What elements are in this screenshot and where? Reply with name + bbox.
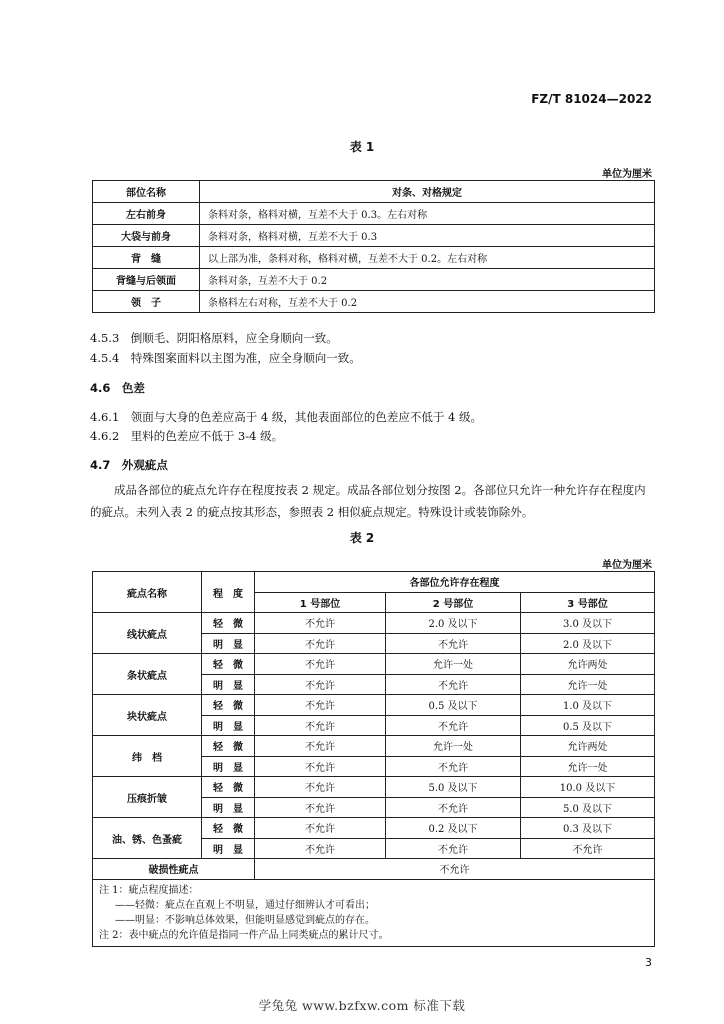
value-cell: 不允许 (255, 695, 386, 716)
degree-obvious: 明 显 (202, 797, 255, 818)
table2-unit: 单位为厘米 (602, 560, 652, 571)
defect-name: 线状疵点 (93, 613, 202, 654)
value-cell: 允许两处 (521, 736, 655, 757)
degree-obvious: 明 显 (202, 633, 255, 654)
table2-notes (93, 879, 655, 946)
value-cell: 5.0 及以下 (386, 777, 521, 798)
degree-obvious: 明 显 (202, 674, 255, 695)
value-cell: 允许一处 (386, 736, 521, 757)
value-cell: 1.0 及以下 (521, 695, 655, 716)
table-row (93, 777, 655, 798)
value-cell: 不允许 (255, 674, 386, 695)
table2-col-group: 各部位允许存在程度 (255, 572, 655, 593)
degree-light: 轻 微 (202, 818, 255, 839)
note-line: ——轻微：疵点在直观上不明显，通过仔细辨认才可看出； (115, 899, 375, 911)
value-cell: 不允许 (386, 797, 521, 818)
table2-caption: 表 2 (349, 531, 375, 545)
value-cell: 不允许 (255, 797, 386, 818)
value-cell: 不允许 (386, 633, 521, 654)
table-row (93, 654, 655, 675)
value-cell: 允许一处 (386, 654, 521, 675)
table-row (93, 225, 655, 247)
value-cell: 0.5 及以下 (521, 715, 655, 736)
rule-text: 条格料左右对称，互差不大于 0.2 (200, 291, 655, 313)
table1-unit: 单位为厘米 (602, 169, 652, 180)
table2-col-part3: 3 号部位 (521, 592, 655, 613)
degree-light: 轻 微 (202, 613, 255, 634)
rule-text: 条料对条，格料对横，互差不大于 0.3。左右对称 (200, 203, 655, 225)
note-line: ——明显：不影响总体效果，但能明显感觉到疵点的存在。 (115, 914, 375, 926)
clause-4-5-4: 4.5.4 特殊图案面料以主图为准，应全身顺向一致。 (90, 351, 361, 365)
value-cell: 允许一处 (521, 756, 655, 777)
table2-header-row (93, 572, 655, 593)
damage-defect-name: 破损性疵点 (93, 859, 255, 880)
degree-light: 轻 微 (202, 654, 255, 675)
value-cell: 不允许 (255, 654, 386, 675)
value-cell: 不允许 (255, 715, 386, 736)
clause-4-6-2: 4.6.2 里料的色差应不低于 3-4 级。 (90, 429, 284, 443)
value-cell: 不允许 (255, 756, 386, 777)
heading-4-7: 4.7 外观疵点 (90, 458, 168, 472)
value-cell: 允许一处 (521, 674, 655, 695)
table2-col-defect: 疵点名称 (93, 572, 202, 613)
value-cell: 不允许 (521, 838, 655, 859)
table2-col-part2: 2 号部位 (386, 592, 521, 613)
rule-text: 以上部为准，条料对称，格料对横，互差不大于 0.2。左右对称 (200, 247, 655, 269)
part-name: 大袋与前身 (93, 225, 200, 247)
degree-obvious: 明 显 (202, 838, 255, 859)
value-cell: 不允许 (255, 838, 386, 859)
value-cell: 不允许 (255, 736, 386, 757)
table2-notes-row (93, 879, 655, 946)
table1 (92, 180, 655, 313)
table1-col-rule: 对条、对格规定 (200, 181, 655, 203)
value-cell: 不允许 (255, 818, 386, 839)
value-cell: 不允许 (255, 613, 386, 634)
standard-code: FZ/T 81024—2022 (531, 92, 652, 106)
note-line: 注 1：疵点程度描述： (99, 884, 199, 896)
degree-light: 轻 微 (202, 695, 255, 716)
note-line: 注 2：表中疵点的允许值是指同一件产品上同类疵点的累计尺寸。 (99, 929, 389, 941)
table1-col-part: 部位名称 (93, 181, 200, 203)
defect-name: 条状疵点 (93, 654, 202, 695)
table-row (93, 291, 655, 313)
value-cell: 不允许 (386, 838, 521, 859)
part-name: 领 子 (93, 291, 200, 313)
value-cell: 2.0 及以下 (521, 633, 655, 654)
value-cell: 10.0 及以下 (521, 777, 655, 798)
value-cell: 0.3 及以下 (521, 818, 655, 839)
table-row (93, 859, 655, 880)
table-row (93, 203, 655, 225)
table1-header-row (93, 181, 655, 203)
clause-4-6-1: 4.6.1 领面与大身的色差应高于 4 级，其他表面部位的色差应不低于 4 级。 (90, 410, 483, 424)
value-cell: 3.0 及以下 (521, 613, 655, 634)
value-cell: 不允许 (386, 674, 521, 695)
table-row (93, 736, 655, 757)
page-number: 3 (645, 956, 652, 969)
value-cell: 允许两处 (521, 654, 655, 675)
table-row (93, 613, 655, 634)
table2 (92, 571, 655, 947)
defect-name: 油、锈、色蚤疵 (93, 818, 202, 859)
defect-name: 纬 档 (93, 736, 202, 777)
part-name: 左右前身 (93, 203, 200, 225)
part-name: 背缝与后领面 (93, 269, 200, 291)
defect-name: 块状疵点 (93, 695, 202, 736)
value-cell: 不允许 (386, 715, 521, 736)
table2-col-part1: 1 号部位 (255, 592, 386, 613)
value-cell: 不允许 (255, 777, 386, 798)
table-row (93, 695, 655, 716)
clause-4-5-3: 4.5.3 倒顺毛、阴阳格原料，应全身顺向一致。 (90, 331, 338, 345)
value-cell: 2.0 及以下 (386, 613, 521, 634)
part-name: 背 缝 (93, 247, 200, 269)
table2-col-degree: 程 度 (202, 572, 255, 613)
table1-caption: 表 1 (349, 140, 375, 154)
degree-light: 轻 微 (202, 736, 255, 757)
footer-watermark: 学兔兔 www.bzfxw.com 标准下载 (258, 998, 466, 1013)
defect-name: 压痕折皱 (93, 777, 202, 818)
degree-light: 轻 微 (202, 777, 255, 798)
rule-text: 条料对条，互差不大于 0.2 (200, 269, 655, 291)
table-row (93, 247, 655, 269)
degree-obvious: 明 显 (202, 715, 255, 736)
rule-text: 条料对条，格料对横，互差不大于 0.3 (200, 225, 655, 247)
degree-obvious: 明 显 (202, 756, 255, 777)
value-cell: 0.2 及以下 (386, 818, 521, 839)
table-row (93, 818, 655, 839)
value-cell: 0.5 及以下 (386, 695, 521, 716)
value-cell: 不允许 (386, 756, 521, 777)
heading-4-6: 4.6 色差 (90, 381, 145, 395)
value-cell: 5.0 及以下 (521, 797, 655, 818)
value-cell: 不允许 (255, 633, 386, 654)
damage-value: 不允许 (255, 859, 655, 880)
table-row (93, 269, 655, 291)
paragraph-4-7: 成品各部位的疵点允许存在程度按表 2 规定。成品各部位划分按图 2。各部位只允许一种允许存在程度内的疵点。未列入表 2 的疵点按其形态，参照表 2 相似疵点规定。特殊设计或装饰除外。 (90, 483, 646, 519)
